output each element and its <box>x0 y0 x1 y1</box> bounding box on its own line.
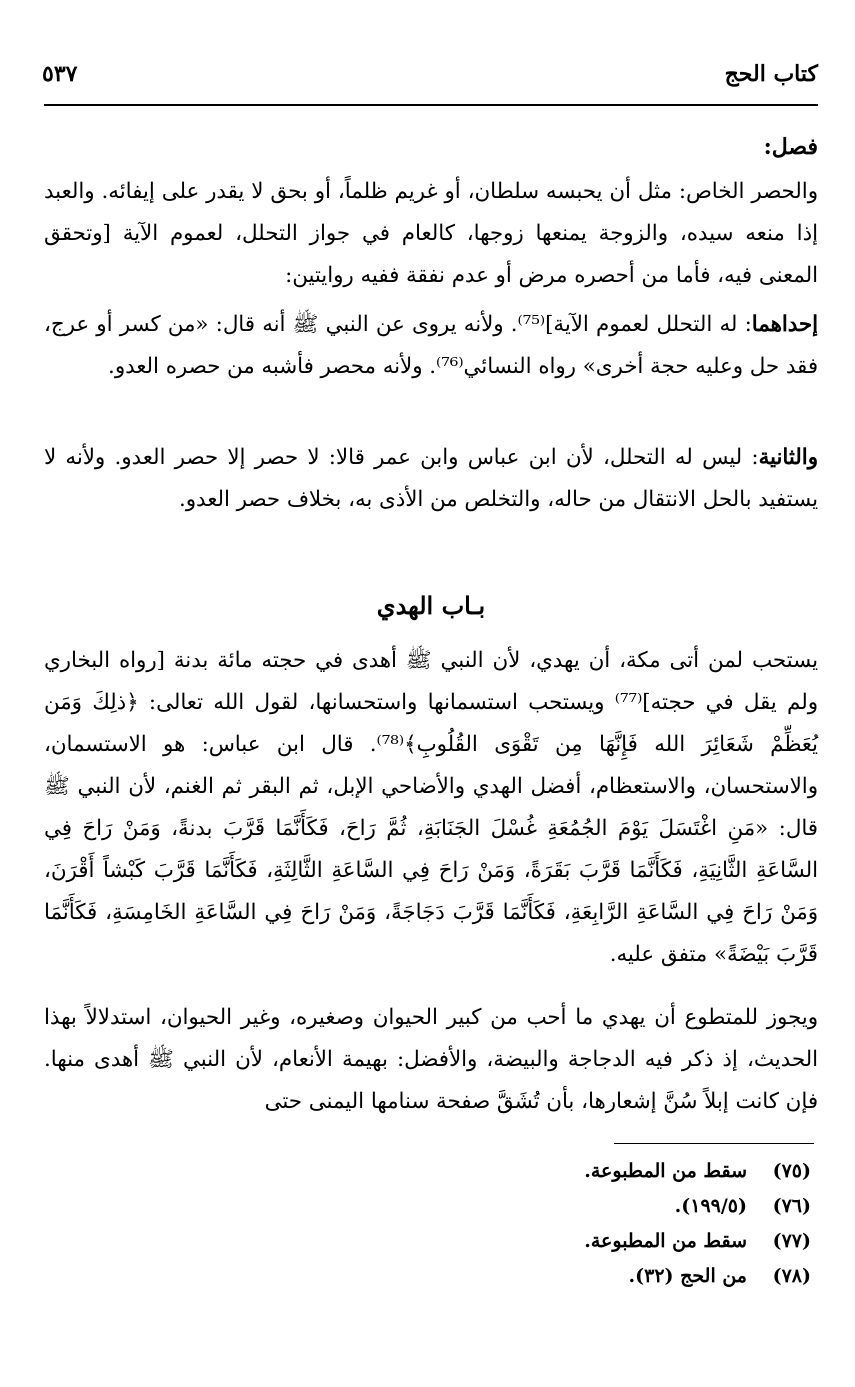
footnote-separator <box>614 1143 814 1144</box>
paragraph-text: : ليس له التحلل، لأن ابن عباس وابن عمر قالا: لا حصر إلا حصر العدو. ولأنه لا يستفيد بالحل الانتقال من حاله، والتخلص من الأذى به، بخلاف حصر العدو. <box>44 445 818 512</box>
paragraph: والحصر الخاص: مثل أن يحبسه سلطان، أو غريم ظلماً، أو بحق لا يقدر على إيفائه. والعبد إذا منعه سيده، والزوجة يمنعها زوجها، كالعام في جواز التحلل، لعموم الآية [وتحقق المعنى فيه، فأما من أحصره مرض أو عدم نفقة ففيه روايتين: <box>44 179 818 288</box>
page-header <box>42 54 818 94</box>
paragraph-text: : له التحلل لعموم الآية]⁽⁷⁵⁾. ولأنه يروى عن النبي ﷺ أنه قال: «من كسر أو عرج، فقد حل وعليه حجة أخرى» رواه النسائي⁽⁷⁶⁾. ولأنه محصر فأشبه من حصره العدو. <box>44 312 818 379</box>
footnote-number: (٧٨) <box>772 1265 811 1287</box>
footnote <box>411 1224 811 1259</box>
chapter-title: بـاب الهدي <box>376 591 486 620</box>
paragraph <box>44 437 818 563</box>
footnotes <box>411 1154 811 1294</box>
footnote <box>411 1154 811 1189</box>
footnote-number: (٧٥) <box>772 1160 811 1182</box>
paragraph: ويجوز للمتطوع أن يهدي ما أحب من كبير الحيوان وصغيره، وغير الحيوان، استدلالاً بهذا الحديث، إذ ذكر فيه الدجاجة والبيضة، والأفضل: بهيمة الأنعام، لأن النبي ﷺ أهدى منها. فإن كانت إبلاً سُنَّ إشعارها، بأن تُشَقَّ صفحة سنامها اليمنى حتى <box>44 1005 818 1114</box>
running-title: كتاب الحج <box>724 61 818 87</box>
footnote <box>411 1189 811 1224</box>
footnote-text: سقط من المطبوعة. <box>584 1160 747 1182</box>
footnote-number: (٧٧) <box>772 1230 811 1252</box>
footnote-text: من الحج (٣٢). <box>628 1265 747 1287</box>
paragraph: يستحب لمن أتى مكة، أن يهدي، لأن النبي ﷺ أهدى في حجته مائة بدنة [رواه البخاري ولم يقل في حجته]⁽⁷⁷⁾ ويستحب استسمانها واستحسانها، لقول الله تعالى: ﴿ذلِكَ وَمَن يُعَظِّمْ شَعَائِرَ الله فَإِنَّهَا مِن تَقْوَى القُلُوبِ﴾⁽⁷⁸⁾. قال ابن عباس: هو الاستسمان، والاستحسان، والاستعظام، أفضل الهدي والأضاحي الإبل، ثم البقر ثم الغنم، لأن النبي ﷺ قال: «مَنِ اغْتَسَلَ يَوْمَ الجُمُعَةِ غُسْلَ الجَنَابَةِ، ثُمَّ رَاحَ، فَكَأَنَّمَا قَرَّبَ بدنةً، وَمَنْ رَاحَ فِي السَّاعَةِ الثَّانِيَةِ، فَكَأَنَّمَا قَرَّبَ بَقَرَةً، وَمَنْ رَاحَ فِي السَّاعَةِ الثَّالِثَةِ، فَكَأَنَّمَا قَرَّبَ كَبْشاً أَقْرَنَ، وَمَنْ رَاحَ فِي السَّاعَةِ الرَّابِعَةِ، فَكَأَنَّمَا قَرَّبَ دَجَاجَةً، وَمَنْ رَاحَ فِي السَّاعَةِ الخَامِسَةِ، فَكَأَنَّمَا قَرَّبَ بَيْضَةً» متفق عليه. <box>44 648 818 967</box>
footnote-text: سقط من المطبوعة. <box>584 1230 747 1252</box>
footnote-number: (٧٦) <box>772 1195 811 1217</box>
page-number: ٥٣٧ <box>42 61 78 87</box>
section-heading: فصل: <box>763 134 818 160</box>
footnote <box>411 1259 811 1294</box>
paragraph-label: إحداهما <box>751 312 818 337</box>
header-rule <box>44 104 818 106</box>
footnote-text: (١٩٩/٥). <box>674 1195 747 1217</box>
paragraph-label: والثانية <box>758 445 818 470</box>
paragraph <box>44 304 818 430</box>
